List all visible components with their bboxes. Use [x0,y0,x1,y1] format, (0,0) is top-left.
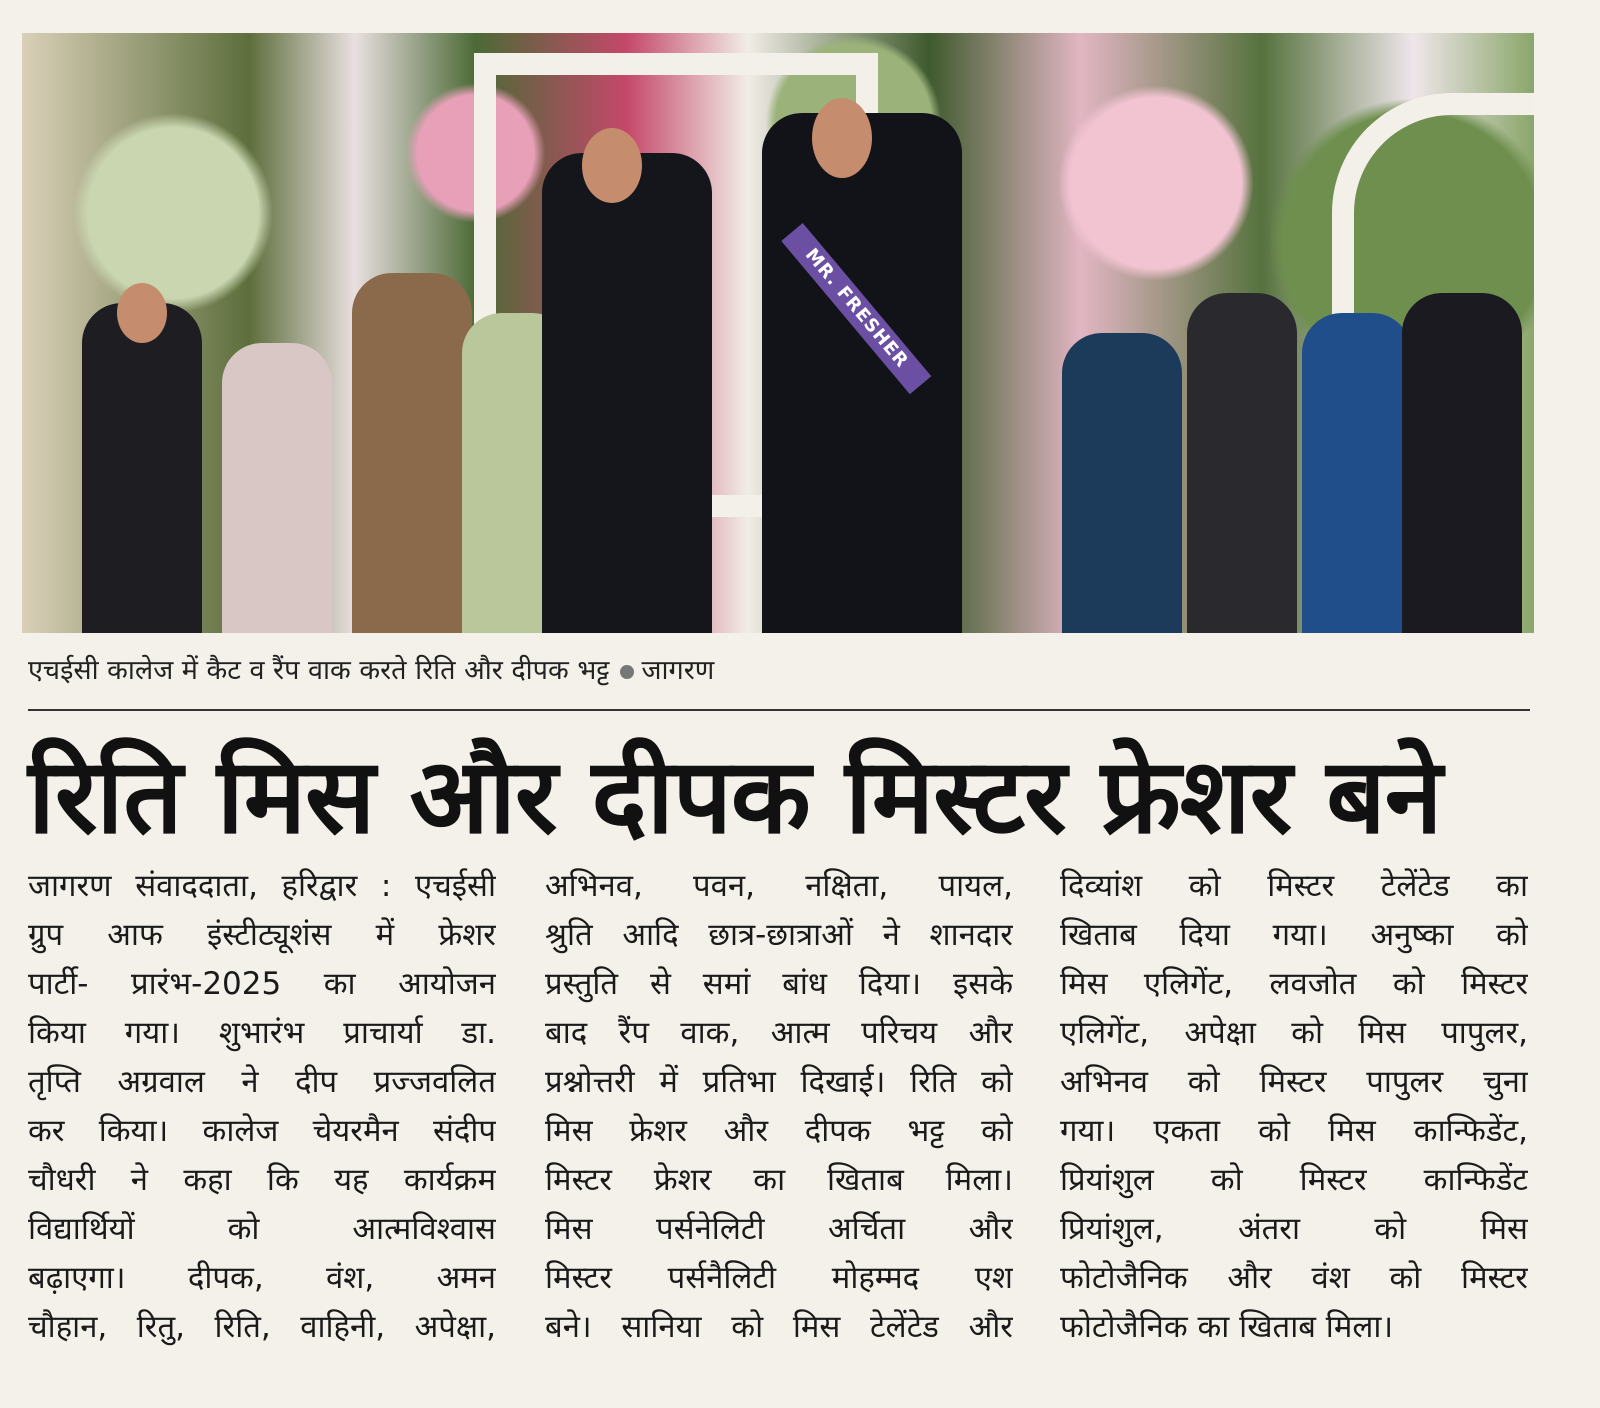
article-line: चौधरी ने कहा कि यह कार्यक्रम [28,1162,496,1198]
article-line: कर किया। कालेज चेयरमैन संदीप [28,1113,496,1149]
caption-credit: जागरण [641,655,715,686]
article-line: खिताब दिया गया। अनुष्का को [1060,917,1528,953]
article-line: मिस्टर फ्रेशर का खिताब मिला। [545,1162,1013,1198]
article-column-1 [28,862,496,1352]
person [1302,313,1412,633]
article-line: एलिगेंट, अपेक्षा को मिस पापुलर, [1060,1015,1528,1051]
article-line: अभिनव को मिस्टर पापुलर चुना [1060,1064,1528,1100]
event-photo [22,33,1534,633]
article-column-3 [1060,862,1528,1352]
article-line: बने। सानिया को मिस टेलेंटेड और [545,1309,1013,1345]
person-man-center [762,113,962,633]
photo-caption [28,650,714,687]
article-line: ग्रुप आफ इंस्टीट्यूशंस में फ्रेशर [28,917,496,953]
article-line: तृप्ति अग्रवाल ने दीप प्रज्जवलित [28,1064,496,1100]
person-head [582,128,642,203]
mr-fresher-sash: MR. FRESHER [781,223,931,394]
person-woman-center [542,153,712,633]
person [1187,293,1297,633]
article-line: अभिनव, पवन, नक्षिता, पायल, [545,868,1013,904]
bullet-icon [620,665,634,679]
article-line: मिस एलिगेंट, लवजोत को मिस्टर [1060,966,1528,1002]
person [1062,333,1182,633]
article-line: मिस फ्रेशर और दीपक भट्ट को [545,1113,1013,1149]
article-line: बढ़ाएगा। दीपक, वंश, अमन [28,1260,496,1296]
person-head [812,98,872,178]
article-line: दिव्यांश को मिस्टर टेलेंटेड का [1060,868,1528,904]
person [352,273,472,633]
article-line: चौहान, रितु, रिति, वाहिनी, अपेक्षा, [28,1309,496,1345]
article-line: प्रस्तुति से समां बांध दिया। इसके [545,966,1013,1002]
headline: रिति मिस और दीपक मिस्टर फ्रेशर बने [28,735,1442,857]
article-line: फोटोजैनिक और वंश को मिस्टर [1060,1260,1528,1296]
article-line: जागरण संवाददाता, हरिद्वार : एचईसी [28,868,496,904]
article-line: फोटोजैनिक का खिताब मिला। [1060,1309,1394,1345]
divider [28,709,1530,711]
article-line: गया। एकता को मिस कान्फिडेंट, [1060,1113,1528,1149]
article-line: प्रियांशुल, अंतरा को मिस [1060,1211,1528,1247]
article-line: मिस्टर पर्सनैलिटी मोहम्मद एश [545,1260,1013,1296]
person-head [117,283,167,343]
article-line: विद्यार्थियों को आत्मविश्वास [28,1211,496,1247]
article-line: किया गया। शुभारंभ प्राचार्या डा. [28,1015,496,1051]
caption-text: एचईसी कालेज में कैट व रैंप वाक करते रिति और दीपक भट्ट [28,655,610,686]
article-line: प्रियांशुल को मिस्टर कान्फिडेंट [1060,1162,1528,1198]
article-line: पार्टी- प्रारंभ-2025 का आयोजन [28,966,496,1002]
article-column-2 [545,862,1013,1352]
person [82,303,202,633]
article-line: प्रश्नोत्तरी में प्रतिभा दिखाई। रिति को [545,1064,1013,1100]
person [1402,293,1522,633]
person [222,343,332,633]
article-line: श्रुति आदि छात्र-छात्राओं ने शानदार [545,917,1013,953]
article-line: मिस पर्सनेलिटी अर्चिता और [545,1211,1013,1247]
article-line: बाद रैंप वाक, आत्म परिचय और [545,1015,1013,1051]
